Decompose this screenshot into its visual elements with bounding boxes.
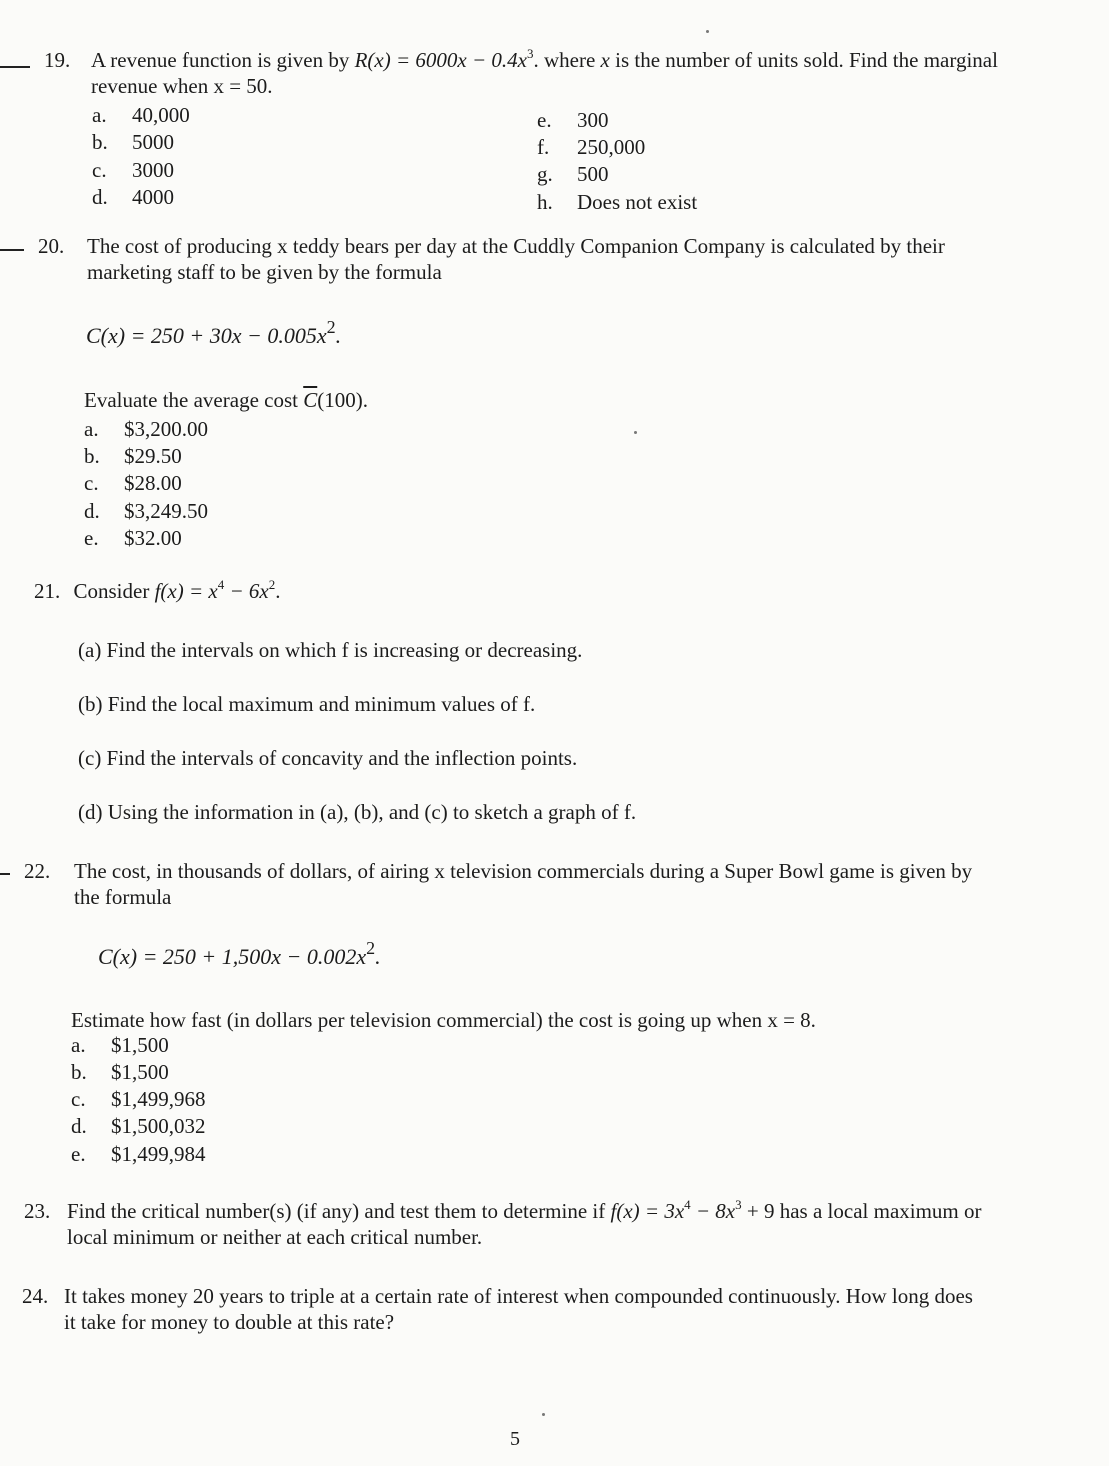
option-20a[interactable]: a. $3,200.00 xyxy=(84,417,208,441)
question-number: 22. xyxy=(24,859,51,883)
question-text: Find the critical number(s) (if any) and test them to determine if $f(x) = 3x^4 - 8x^3 + 9$ has a local maximum or local minimum or neither at each critical number. xyxy=(67,1197,982,1249)
option-19b[interactable]: b. 5000 xyxy=(92,130,174,154)
option-19e[interactable]: e. 300 xyxy=(537,108,609,132)
scan-speck xyxy=(634,431,637,434)
option-22a[interactable]: a. $1,500 xyxy=(71,1033,169,1057)
prompt-22: Estimate how fast (in dollars per television commercial) the cost is going up when x = 8. xyxy=(71,1008,816,1032)
formula-20: $C(x) = 250 + 30x - 0.005x^2$. xyxy=(86,317,342,348)
page-number: 5 xyxy=(510,1428,520,1450)
option-22c[interactable]: c. $1,499,968 xyxy=(71,1087,206,1111)
part-21b: (b) Find the local maximum and minimum values of f. xyxy=(78,692,536,716)
question-22 xyxy=(24,858,1104,918)
question-24 xyxy=(22,1283,1102,1343)
question-text: The cost, in thousands of dollars, of airing x television commercials during a Super Bowl game is given by the formula xyxy=(74,859,973,909)
answer-blank-19[interactable] xyxy=(0,66,30,68)
option-20c[interactable]: c. $28.00 xyxy=(84,471,182,495)
question-23 xyxy=(24,1198,1104,1258)
option-20b[interactable]: b. $29.50 xyxy=(84,444,182,468)
formula-22: $C(x) = 250 + 1,500x - 0.002x^2$. xyxy=(98,938,381,969)
question-number: 20. xyxy=(38,234,65,258)
scan-speck xyxy=(706,30,709,33)
part-21d: (d) Using the information in (a), (b), and (c) to sketch a graph of f. xyxy=(78,800,637,824)
option-22b[interactable]: b. $1,500 xyxy=(71,1060,169,1084)
question-text: A revenue function is given by $R(x) = 6000x - 0.4x^3$. where x is the number of units sold. Find the marginal revenue when x = 50. xyxy=(91,46,998,98)
question-text: It takes money 20 years to triple at a certain rate of interest when compounded continuously. How long does it take for money to double at this rate? xyxy=(64,1284,973,1334)
question-number: 24. xyxy=(22,1284,49,1308)
prompt-20: Evaluate the average cost $\overline{C}(100)$. xyxy=(84,388,368,412)
question-text: The cost of producing x teddy bears per day at the Cuddly Companion Company is calculated by their marketing staff to be given by the formula xyxy=(87,234,945,284)
option-19a[interactable]: a. 40,000 xyxy=(92,103,190,127)
part-21a: (a) Find the intervals on which f is increasing or decreasing. xyxy=(78,638,583,662)
answer-blank-22[interactable] xyxy=(0,873,10,875)
option-19g[interactable]: g. 500 xyxy=(537,162,609,186)
part-21c: (c) Find the intervals of concavity and the inflection points. xyxy=(78,746,578,770)
option-19f[interactable]: f. 250,000 xyxy=(537,135,646,159)
option-20e[interactable]: e. $32.00 xyxy=(84,526,182,550)
option-22d[interactable]: d. $1,500,032 xyxy=(71,1114,206,1138)
question-number: 23. xyxy=(24,1199,51,1223)
question-number: 21. xyxy=(34,579,61,603)
option-19c[interactable]: c. 3000 xyxy=(92,158,174,182)
option-22e[interactable]: e. $1,499,984 xyxy=(71,1142,206,1166)
question-21: 21. Consider $f(x) = x^4 - 6x^2$. xyxy=(34,577,281,603)
scan-speck xyxy=(542,1413,545,1416)
option-20d[interactable]: d. $3,249.50 xyxy=(84,499,208,523)
question-number: 19. xyxy=(44,48,71,72)
option-19d[interactable]: d. 4000 xyxy=(92,185,174,209)
question-19 xyxy=(44,47,1104,107)
option-19h[interactable]: h. Does not exist xyxy=(537,190,698,214)
answer-blank-20[interactable] xyxy=(0,249,24,251)
question-20 xyxy=(38,233,1098,293)
